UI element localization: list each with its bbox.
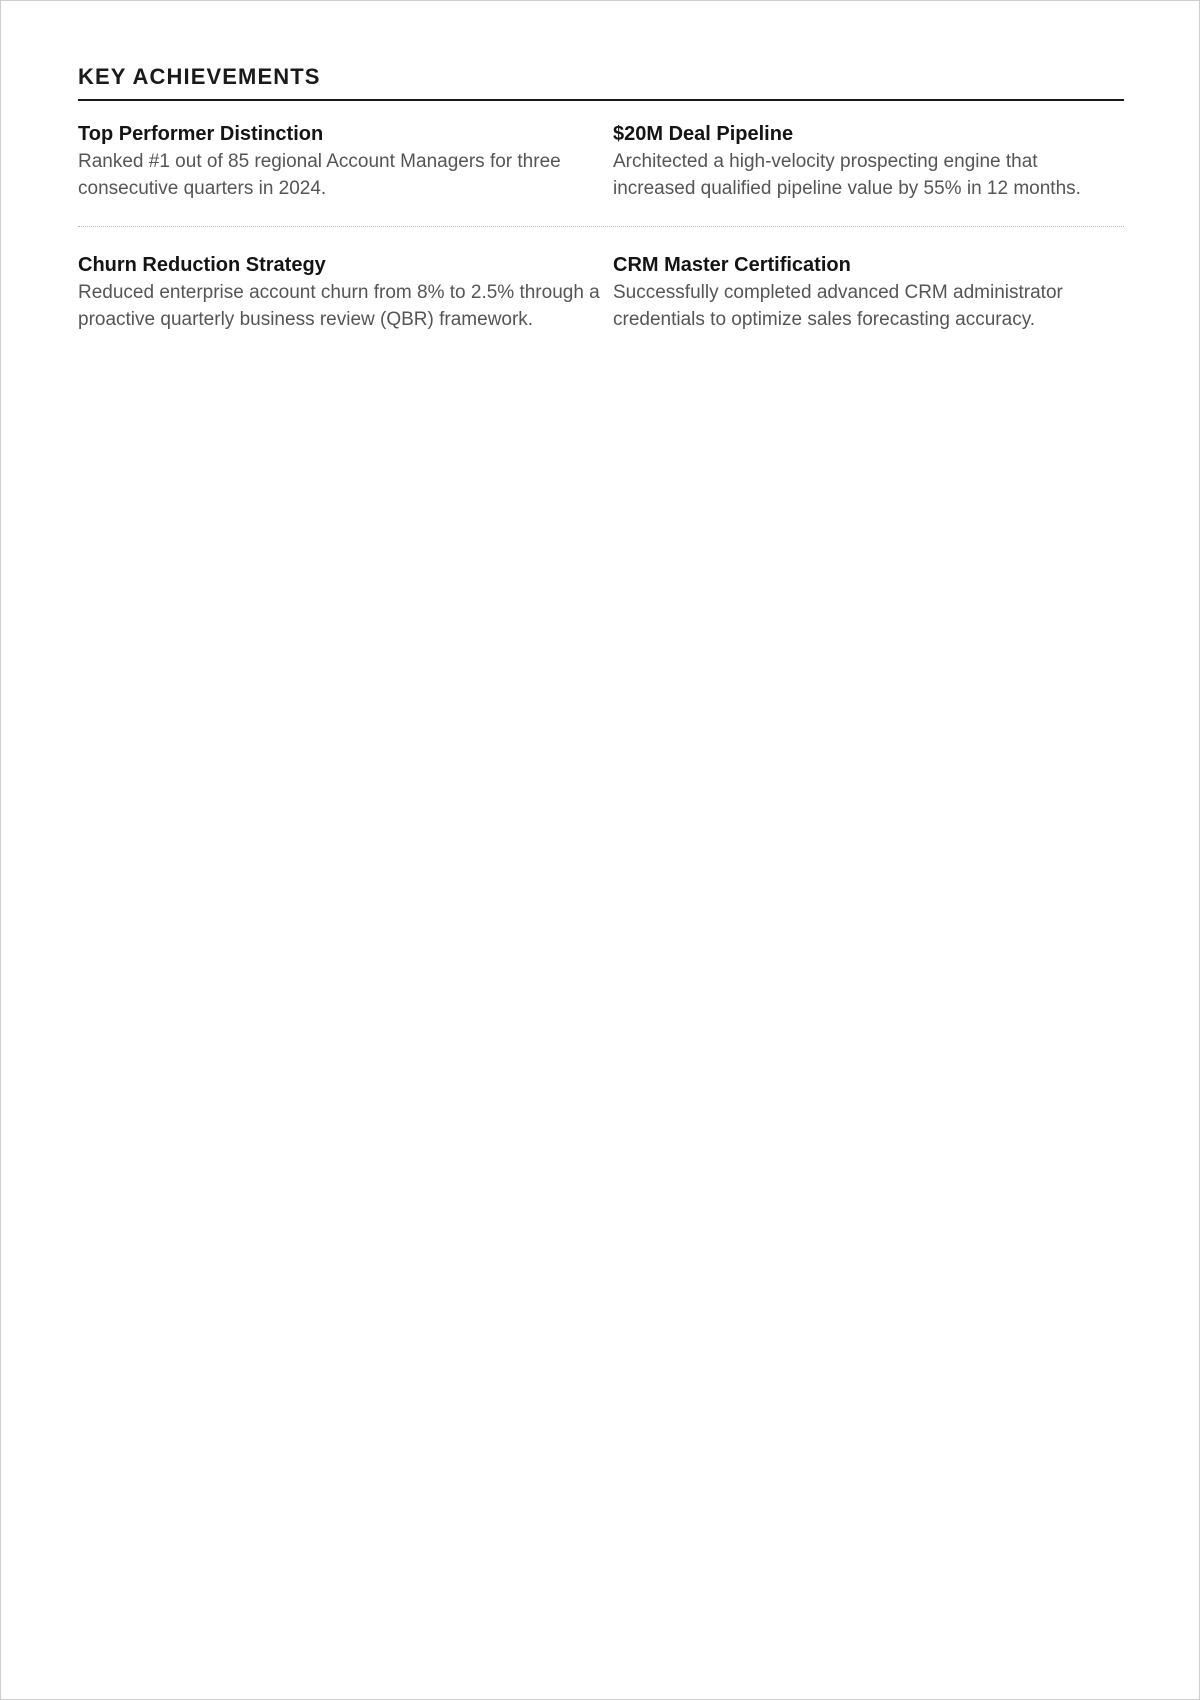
achievement-title: Churn Reduction Strategy xyxy=(78,254,326,276)
achievement-description: Successfully completed advanced CRM administrator credentials to optimize sales forecasting accuracy. xyxy=(613,282,1063,330)
achievement-item xyxy=(78,253,613,333)
achievement-title: Top Performer Distinction xyxy=(78,123,324,145)
key-achievements-section xyxy=(78,63,1124,357)
achievement-title: CRM Master Certification xyxy=(613,254,851,276)
achievement-description: Ranked #1 out of 85 regional Account Managers for three consecutive quarters in 2024. xyxy=(78,151,561,199)
achievement-title: $20M Deal Pipeline xyxy=(613,123,794,145)
achievement-item xyxy=(613,253,1124,333)
achievement-item xyxy=(78,122,613,202)
achievement-item xyxy=(613,122,1124,202)
achievement-description: Reduced enterprise account churn from 8% to 2.5% through a proactive quarterly business review (QBR) framework. xyxy=(78,282,600,330)
achievements-row-2 xyxy=(78,226,1124,357)
achievement-description: Architected a high-velocity prospecting engine that increased qualified pipeline value by 55% in 12 months. xyxy=(613,151,1081,199)
achievements-row-1 xyxy=(78,101,1124,226)
section-title: KEY ACHIEVEMENTS xyxy=(78,63,1124,101)
